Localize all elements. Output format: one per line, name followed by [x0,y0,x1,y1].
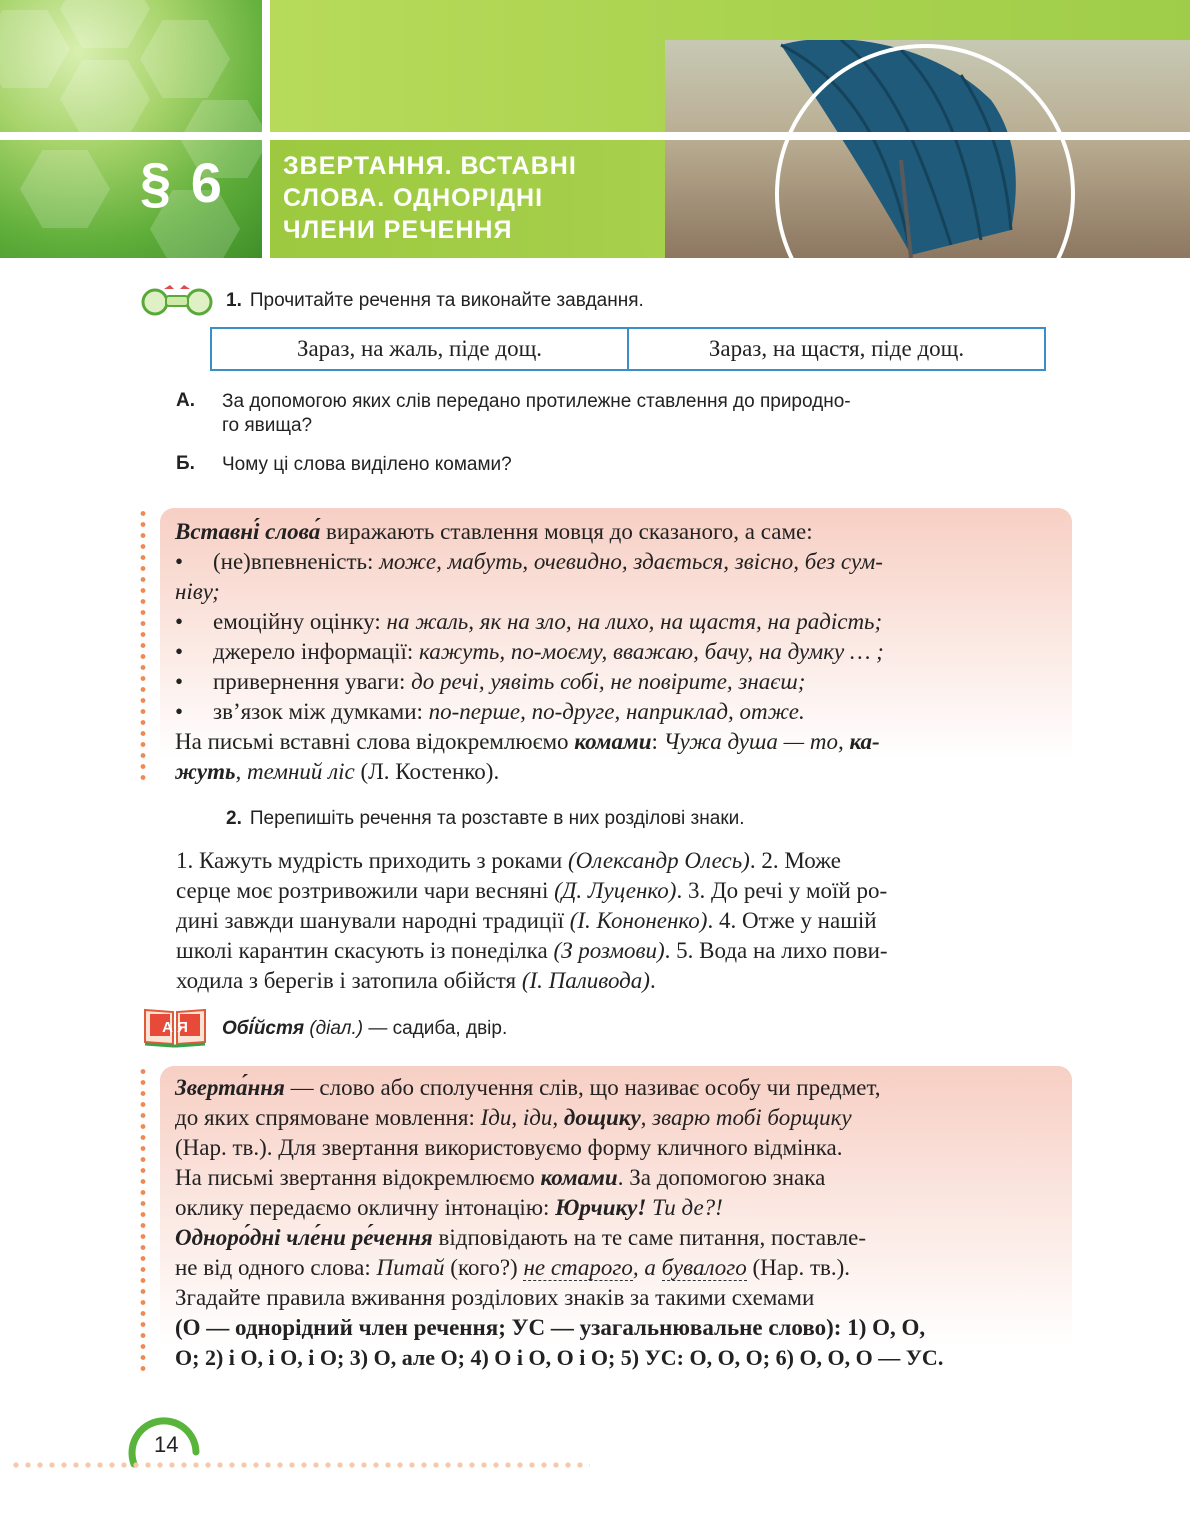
section-title-line: СЛОВА. ОДНОРІДНІ [283,184,544,212]
header-divider-h [0,132,1190,140]
rule-text: — слово або сполучення слів, що називає особу чи предмет, [284,1075,881,1100]
bullet-examples: кажуть, по-моєму, вважаю, бачу, на думку … ; [419,639,884,664]
sentence-text: . 4. Отже у нашій [707,908,877,933]
rule-example: Ти де?! [646,1195,723,1220]
hexagon-shape [20,150,110,228]
rule-bold: ка- [849,729,880,754]
rule-line [175,1193,1063,1223]
rule-bold: комами [540,1165,618,1190]
rule-inserted-words-text [175,517,1063,787]
rule-intro: виражають ставлення мовця до сказаного, а саме: [320,519,813,544]
bullet-label: привернення уваги: [213,669,412,694]
rule-line: Згадайте правила вживання розділових знаків за такими схемами [175,1285,815,1310]
rule-bullet-item [175,637,1063,667]
section-title-line: ЧЛЕНИ РЕЧЕННЯ [283,216,513,244]
binoculars-icon [140,283,214,317]
rule-text: відповідають на те саме питання, поставле- [432,1225,866,1250]
footer-dotted-line [10,1461,590,1469]
rule-text: . За допомогою знака [617,1165,826,1190]
rule-line: О; 2) і О, і О, і О; 3) О, але О; 4) О і О, О і О; 5) УС: О, О, О; 6) О, О, О — УС. [175,1345,944,1370]
dotted-margin [140,508,146,780]
exercise-text: Перепишіть речення та розставте в них розділові знаки. [249,808,745,829]
rule-bold: дощику [563,1105,641,1130]
header-divider-v [262,0,270,258]
hexagon-shape [60,60,150,138]
rule-text: оклику передаємо окличну інтонацію: [175,1195,556,1220]
dictionary-entry [222,1018,507,1040]
rule-example: Іди, іди, [480,1105,564,1130]
rule-bullet-item [175,667,1063,697]
rule-source: (Л. Костенко). [354,759,500,784]
bullet-examples: до речі, уявіть собі, не повірите, знаєш; [411,669,806,694]
rule-term: Зверта́ння [175,1075,285,1100]
question-label: А. [176,390,195,411]
rule-bullet-item [175,607,1063,637]
rule-text: На письмі вставні слова відокремлюємо [175,729,575,754]
exercise-2-sentences [176,846,1072,996]
sentence-line [176,846,1072,876]
sentence-line [176,906,1072,936]
header-hexagon-panel [0,0,262,258]
rule-line: (О — однорідний член речення; УС — узагальнювальне слово): 1) О, О, [175,1315,926,1340]
section-title [283,150,663,246]
sentence-text: серце моє розтривожили чари весняні [176,878,555,903]
rule-example: , а [632,1255,662,1280]
bullet-examples: ніву; [175,579,220,604]
sentence-text: . 2. Може [749,848,841,873]
page-number: 14 [154,1432,179,1457]
bullet-label: зв’язок між думками: [213,699,429,724]
sentence-text: . [649,968,656,993]
umbrella-photo [665,40,1190,258]
rule-line [175,517,1063,547]
question-text [222,390,1022,438]
exercise-2-instruction [226,808,745,830]
exercise-number: 2. [226,808,242,829]
rule-line: (Нар. тв.). Для звертання використовуємо форму кличного відмінка. [175,1135,843,1160]
rule-bold: жуть [175,759,236,784]
bullet-icon: • [175,669,184,694]
section-title-line: ЗВЕРТАННЯ. ВСТАВНІ [283,152,577,180]
exercise-number: 1. [226,290,242,311]
question-text: Чому ці слова виділено комами? [222,454,512,475]
dotted-margin [140,1066,146,1372]
sentence-source: (Олександр Олесь) [568,848,750,873]
sentence-text: дині завжди шанували народні традиції [176,908,570,933]
rule-bold: Юрчику! [555,1195,647,1220]
sentence-text: школі карантин скасують із понеділка [176,938,554,963]
dictionary-icon-letters: А Я [162,1019,188,1036]
exercise-text: Прочитайте речення та виконайте завдання. [249,290,644,311]
sentence-source: (І. Паливода) [521,968,650,993]
rule-term: Вставні́ слова́ [175,519,321,544]
question-label: Б. [176,453,195,474]
rule-text: (Нар. тв.). [746,1255,851,1280]
rule-line [175,1253,1063,1283]
section-number: § 6 [140,151,224,214]
rule-example-underlined: не старого [523,1255,633,1280]
example-cell: Зараз, на щастя, піде дощ. [627,329,1044,369]
rule-line [175,727,1063,757]
rule-line [175,577,1063,607]
rule-text: не від одного слова: [175,1255,377,1280]
rule-term: Одноро́дні чле́ни ре́чення [175,1225,433,1250]
rule-bold: комами [574,729,652,754]
bullet-label: емоційну оцінку: [213,609,387,634]
rule-text: до яких спрямоване мовлення: [175,1105,481,1130]
question-line: го явища? [222,415,313,436]
exercise-1-instruction [226,290,644,312]
bullet-examples: може, мабуть, очевидно, здається, звісно, без сум- [379,549,883,574]
hexagon-shape [140,20,230,98]
rule-line [175,757,1063,787]
rule-example-underlined: бувалого [661,1255,747,1280]
example-table [210,327,1046,371]
sentence-text: . 5. Вода на лихо пови- [664,938,888,963]
sentence-line [176,936,1072,966]
question-line: За допомогою яких слів передано протилежне ставлення до природно- [222,391,851,412]
sentence-line [176,966,1072,996]
rule-quote: , темний ліс [235,759,355,784]
bullet-examples: по-перше, по-друге, наприклад, отже. [428,699,805,724]
dictionary-book-icon [142,1002,208,1048]
bullet-icon: • [175,549,184,574]
bullet-icon: • [175,639,184,664]
bullet-label: джерело інформації: [213,639,420,664]
sentence-text: ходила з берегів і затопила обійстя [176,968,522,993]
rule-quote: Чужа душа — то, [663,729,850,754]
rule-text: На письмі звертання відокремлюємо [175,1165,541,1190]
rule-bullet-item [175,697,1063,727]
rule-address-text [175,1073,1063,1373]
sentence-text: . 3. До речі у моїй ро- [676,878,888,903]
sentence-source: (Д. Луценко) [554,878,677,903]
sentence-source: (З розмови) [553,938,665,963]
rule-example: Питай [376,1255,445,1280]
sentence-line [176,876,1072,906]
rule-line [175,1073,1063,1103]
dictionary-definition: — садиба, двір. [363,1018,508,1039]
rule-line [175,1103,1063,1133]
rule-bullet-item [175,547,1063,577]
bullet-examples: на жаль, як на зло, на лихо, на щастя, на радість; [386,609,883,634]
bullet-icon: • [175,699,184,724]
rule-line [175,1163,1063,1193]
bullet-icon: • [175,609,184,634]
dictionary-word: Обі́йстя [222,1018,305,1039]
dictionary-note: (діал.) [304,1018,364,1039]
rule-text: (кого?) [444,1255,524,1280]
rule-example: , зварю тобі борщику [640,1105,852,1130]
example-cell: Зараз, на жаль, піде дощ. [296,336,543,361]
hexagon-shape [60,0,150,48]
bullet-label: (не)впевненість: [213,549,380,574]
rule-line [175,1223,1063,1253]
hexagon-shape [0,10,70,88]
sentence-source: (І. Кононенко) [569,908,708,933]
rule-text: : [651,729,664,754]
sentence-text: 1. Кажуть мудрість приходить з роками [176,848,568,873]
